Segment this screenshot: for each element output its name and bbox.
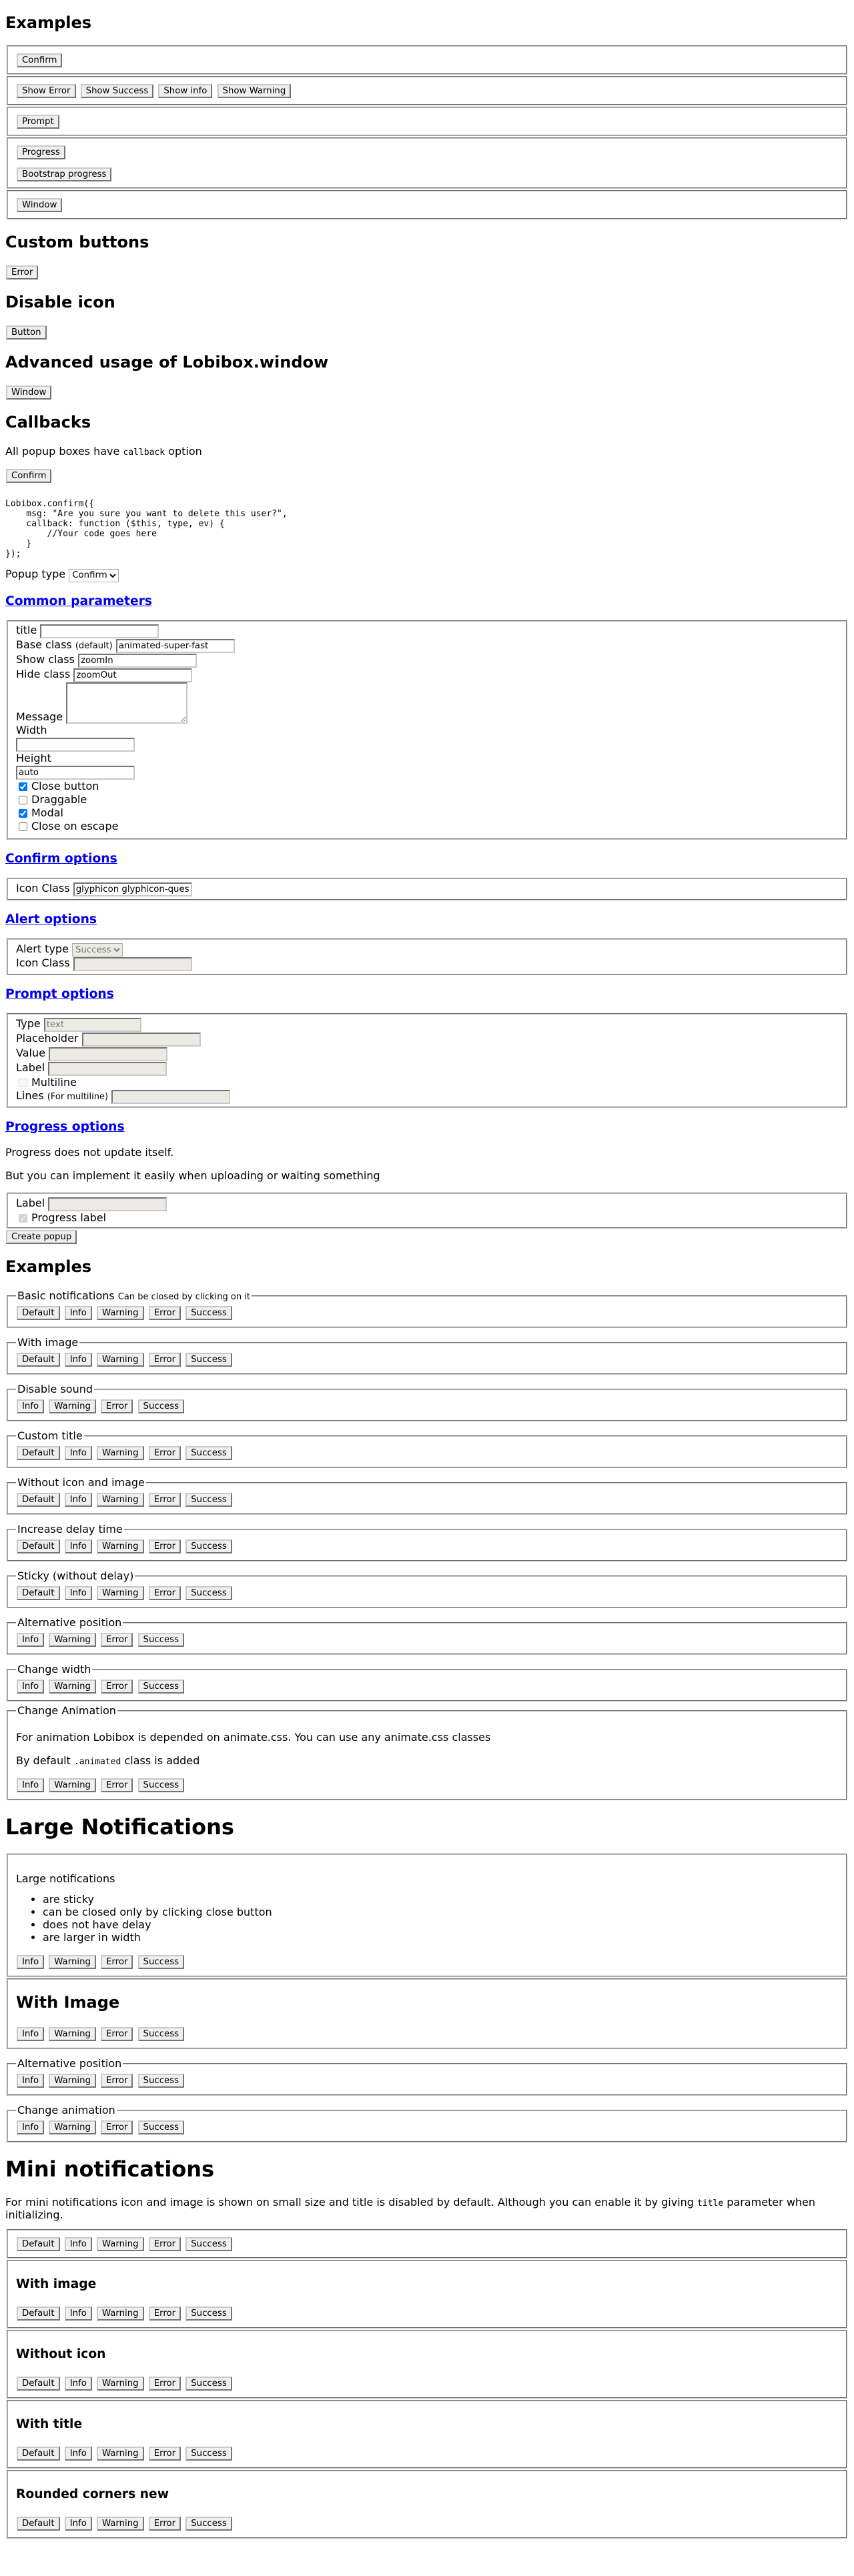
confirm-icon-class-input[interactable] — [73, 882, 192, 896]
title-warning-button[interactable]: Warning — [97, 1446, 144, 1460]
show-class-label: Show class — [16, 652, 75, 666]
mini-title-info-button[interactable]: Info — [65, 2447, 92, 2461]
mini-with-title-box — [7, 2400, 847, 2469]
large-bullet: • does not have delay — [43, 1918, 838, 1931]
image-success-button[interactable]: Success — [185, 1353, 232, 1367]
window-box — [7, 190, 847, 219]
image-default-button[interactable]: Default — [17, 1353, 60, 1367]
mini-noicon-info-button[interactable]: Info — [65, 2377, 92, 2391]
confirm-icon-class-label: Icon Class — [16, 881, 70, 894]
basic-info-button[interactable]: Info — [65, 1306, 92, 1320]
mini-rounded-error-button[interactable]: Error — [149, 2517, 181, 2531]
sound-warning-button[interactable]: Warning — [49, 1399, 96, 1413]
sound-error-button[interactable]: Error — [101, 1399, 133, 1413]
width-error-button[interactable]: Error — [101, 1680, 133, 1694]
alert-options-link[interactable]: Alert options — [5, 912, 97, 926]
large-anim-info-button[interactable]: Info — [17, 2120, 44, 2134]
anim-error-button[interactable]: Error — [101, 1778, 133, 1792]
noicon-default-button[interactable]: Default — [17, 1493, 60, 1507]
without-icon-image-legend: Without icon and image — [17, 1476, 145, 1489]
hide-class-input[interactable] — [73, 668, 192, 682]
progress-button[interactable]: Progress — [17, 145, 65, 159]
title-success-button[interactable]: Success — [185, 1446, 232, 1460]
examples-heading: Examples — [5, 13, 92, 32]
mini-heading: Mini notifications — [5, 2156, 215, 2182]
mini-title-default-button[interactable]: Default — [17, 2447, 60, 2461]
custom-buttons-heading: Custom buttons — [5, 233, 149, 251]
custom-title-fieldset — [7, 1429, 847, 1468]
mini-default-button[interactable]: Default — [17, 2237, 60, 2251]
popup-type-label: Popup type — [5, 568, 66, 580]
callbacks-heading: Callbacks — [5, 413, 91, 432]
large-anim-warning-button[interactable]: Warning — [49, 2120, 96, 2134]
callbacks-code: Lobibox.confirm({ msg: "Are you sure you want to delete this user?", callback: function ($this, type, ev) { //Your code goes here } }); — [5, 499, 288, 559]
mini-image-error-button[interactable]: Error — [149, 2307, 181, 2321]
show-success-button[interactable]: Show Success — [81, 84, 154, 98]
large-altpos-error-button[interactable]: Error — [101, 2074, 133, 2088]
delay-error-button[interactable]: Error — [149, 1539, 181, 1553]
large-anim-error-button[interactable]: Error — [101, 2120, 133, 2134]
close-on-escape-checkbox[interactable] — [19, 822, 27, 831]
large-bullet: • can be closed only by clicking close button — [43, 1906, 838, 1918]
confirm-button[interactable]: Confirm — [17, 53, 62, 67]
hide-class-label: Hide class — [16, 667, 71, 680]
anim-desc-1: For animation Lobibox is depended on animate.css. You can use any animate.css classes — [16, 1731, 491, 1744]
large-altpos-info-button[interactable]: Info — [17, 2074, 44, 2088]
show-class-input[interactable] — [78, 654, 197, 668]
notify-examples-heading: Examples — [5, 1257, 92, 1276]
sound-success-button[interactable]: Success — [138, 1399, 185, 1413]
increase-delay-fieldset — [7, 1523, 847, 1561]
basic-success-button[interactable]: Success — [185, 1306, 232, 1320]
common-parameters-link[interactable]: Common parameters — [5, 594, 153, 608]
custom-error-button[interactable]: Error — [6, 265, 38, 279]
mini-title-error-button[interactable]: Error — [149, 2447, 181, 2461]
noicon-success-button[interactable]: Success — [185, 1493, 232, 1507]
common-parameters-box: title Base class (default) animated-super-fast Show class zoomIn Hide class zoomOut Message Width Height auto Close button Draggable Modal Close on escape — [7, 620, 847, 840]
mini-warning-button[interactable]: Warning — [97, 2237, 144, 2251]
anim-info-button[interactable]: Info — [17, 1778, 44, 1792]
mini-with-image-heading: With image — [16, 2277, 97, 2291]
large-error-button[interactable]: Error — [101, 1955, 133, 1969]
large-intro-box — [7, 1854, 847, 1977]
prompt-box — [7, 107, 847, 136]
noicon-info-button[interactable]: Info — [65, 1493, 92, 1507]
progress-p1: Progress does not update itself. — [5, 1146, 174, 1159]
large-with-image-box — [7, 1978, 847, 2049]
image-warning-button[interactable]: Warning — [97, 1353, 144, 1367]
anim-warning-button[interactable]: Warning — [49, 1778, 96, 1792]
mini-basic-box — [7, 2229, 847, 2259]
sticky-success-button[interactable]: Success — [185, 1586, 232, 1600]
change-animation-legend: Change Animation — [17, 1704, 116, 1717]
large-warning-button[interactable]: Warning — [49, 1955, 96, 1969]
image-error-button[interactable]: Error — [149, 1353, 181, 1367]
height-label: Height — [16, 751, 51, 764]
progress-options-link[interactable]: Progress options — [5, 1120, 125, 1134]
title-info-button[interactable]: Info — [65, 1446, 92, 1460]
sticky-info-button[interactable]: Info — [65, 1586, 92, 1600]
basic-notifications-legend: Basic notifications — [17, 1289, 115, 1302]
disable-icon-button[interactable]: Button — [6, 326, 47, 340]
title-error-button[interactable]: Error — [149, 1446, 181, 1460]
alert-box — [7, 76, 847, 105]
with-image-fieldset — [7, 1336, 847, 1375]
basic-error-button[interactable]: Error — [149, 1306, 181, 1320]
callbacks-confirm-button[interactable]: Confirm — [6, 469, 51, 483]
progress-label-label: Label — [16, 1197, 45, 1209]
large-altpos-success-button[interactable]: Success — [138, 2074, 185, 2088]
title-input[interactable] — [40, 624, 159, 638]
confirm-options-link[interactable]: Confirm options — [5, 851, 117, 866]
mini-without-icon-box — [7, 2330, 847, 2399]
basic-default-button[interactable]: Default — [17, 1306, 60, 1320]
basic-notifications-fieldset — [7, 1289, 847, 1328]
alert-options-box — [7, 938, 847, 976]
prompt-placeholder-input[interactable] — [82, 1033, 201, 1047]
mini-rounded-box — [7, 2470, 847, 2539]
large-bullet: • are sticky — [43, 1893, 838, 1906]
confirm-options-box — [7, 878, 847, 900]
height-input[interactable] — [16, 766, 135, 780]
progress-box — [7, 137, 847, 189]
mini-rounded-warning-button[interactable]: Warning — [97, 2517, 144, 2531]
alert-type-label: Alert type — [16, 942, 69, 955]
prompt-button[interactable]: Prompt — [17, 115, 59, 129]
show-warning-button[interactable]: Show Warning — [218, 84, 292, 98]
altpos-success-button[interactable]: Success — [138, 1633, 185, 1647]
delay-info-button[interactable]: Info — [65, 1539, 92, 1553]
basic-notifications-note: Can be closed by clicking on it — [117, 1292, 250, 1302]
sticky-error-button[interactable]: Error — [149, 1586, 181, 1600]
mini-with-title-heading: With title — [16, 2417, 83, 2431]
mini-image-info-button[interactable]: Info — [65, 2307, 92, 2321]
draggable-checkbox[interactable] — [19, 796, 27, 804]
change-width-legend: Change width — [17, 1663, 91, 1676]
mini-rounded-info-button[interactable]: Info — [65, 2517, 92, 2531]
basic-warning-button[interactable]: Warning — [97, 1306, 144, 1320]
mini-noicon-error-button[interactable]: Error — [149, 2377, 181, 2391]
advanced-window-button[interactable]: Window — [6, 386, 51, 400]
disable-sound-fieldset — [7, 1383, 847, 1421]
callbacks-desc: All popup boxes have callback option — [5, 445, 202, 458]
message-label: Message — [16, 710, 63, 723]
prompt-lines-label: Lines — [16, 1089, 44, 1102]
delay-default-button[interactable]: Default — [17, 1539, 60, 1553]
large-bullets — [16, 1893, 838, 1944]
sound-info-button[interactable]: Info — [17, 1399, 44, 1413]
large-alt-position-legend: Alternative position — [17, 2057, 122, 2070]
large-image-warning-button[interactable]: Warning — [49, 2027, 96, 2041]
width-warning-button[interactable]: Warning — [49, 1680, 96, 1694]
change-width-fieldset — [7, 1663, 847, 1702]
noicon-error-button[interactable]: Error — [149, 1493, 181, 1507]
prompt-type-label: Type — [16, 1017, 41, 1030]
advanced-heading: Advanced usage of Lobibox.window — [5, 353, 329, 372]
show-error-button[interactable]: Show Error — [17, 84, 76, 98]
mini-noicon-default-button[interactable]: Default — [17, 2377, 60, 2391]
mini-rounded-heading: Rounded corners new — [16, 2487, 169, 2501]
mini-image-success-button[interactable]: Success — [185, 2307, 232, 2321]
multiline-checkbox[interactable] — [19, 1079, 27, 1087]
progress-options-box: Label Progress label — [7, 1193, 847, 1229]
large-with-image-heading: With Image — [16, 1993, 120, 2012]
mini-noicon-warning-button[interactable]: Warning — [97, 2377, 144, 2391]
progress-label-input[interactable] — [48, 1197, 167, 1211]
anim-success-button[interactable]: Success — [138, 1778, 185, 1792]
large-heading: Large Notifications — [5, 1814, 234, 1840]
mini-title-warning-button[interactable]: Warning — [97, 2447, 144, 2461]
prompt-label-input[interactable] — [48, 1062, 167, 1076]
create-popup-button[interactable]: Create popup — [6, 1230, 77, 1244]
large-image-error-button[interactable]: Error — [101, 2027, 133, 2041]
mini-success-button[interactable]: Success — [185, 2237, 232, 2251]
alert-icon-class-input[interactable] — [73, 957, 192, 971]
sticky-default-button[interactable]: Default — [17, 1586, 60, 1600]
base-class-input[interactable] — [116, 639, 235, 653]
width-input[interactable] — [16, 738, 135, 752]
altpos-error-button[interactable]: Error — [101, 1633, 133, 1647]
anim-desc-2: By default .animated class is added — [16, 1754, 200, 1767]
sticky-fieldset — [7, 1569, 847, 1608]
prompt-type-input[interactable] — [44, 1018, 141, 1032]
title-default-button[interactable]: Default — [17, 1446, 60, 1460]
noicon-warning-button[interactable]: Warning — [97, 1493, 144, 1507]
popup-type-row — [5, 568, 849, 582]
alt-position-fieldset — [7, 1616, 847, 1655]
large-bullet: • are larger in width — [43, 1931, 838, 1944]
mini-desc: For mini notifications icon and image is shown on small size and title is disabled by default. Although you can enable it by giving title parameter when initializing. — [5, 2196, 816, 2221]
custom-title-legend: Custom title — [17, 1429, 83, 1442]
mini-without-icon-heading: Without icon — [16, 2347, 106, 2361]
delay-success-button[interactable]: Success — [185, 1539, 232, 1553]
alt-position-legend: Alternative position — [17, 1616, 122, 1629]
increase-delay-legend: Increase delay time — [17, 1523, 123, 1535]
bootstrap-progress-button[interactable]: Bootstrap progress — [17, 167, 111, 181]
prompt-label-label: Label — [16, 1061, 45, 1074]
prompt-value-label: Value — [16, 1047, 45, 1059]
modal-checkbox[interactable] — [19, 809, 27, 818]
prompt-lines-input[interactable] — [111, 1090, 230, 1104]
large-alt-position-fieldset — [7, 2057, 847, 2096]
delay-warning-button[interactable]: Warning — [97, 1539, 144, 1553]
sticky-warning-button[interactable]: Warning — [97, 1586, 144, 1600]
width-success-button[interactable]: Success — [138, 1680, 185, 1694]
mini-image-warning-button[interactable]: Warning — [97, 2307, 144, 2321]
mini-image-default-button[interactable]: Default — [17, 2307, 60, 2321]
large-image-info-button[interactable]: Info — [17, 2027, 44, 2041]
prompt-options-link[interactable]: Prompt options — [5, 987, 114, 1001]
window-button[interactable]: Window — [17, 198, 62, 212]
mini-rounded-default-button[interactable]: Default — [17, 2517, 60, 2531]
sticky-legend: Sticky (without delay) — [17, 1569, 134, 1582]
alert-icon-class-label: Icon Class — [16, 956, 70, 969]
prompt-options-box: Type text Placeholder Value Label Multiline Lines (For multiline) — [7, 1013, 847, 1108]
mini-error-button[interactable]: Error — [149, 2237, 181, 2251]
large-change-animation-fieldset — [7, 2104, 847, 2142]
large-intro: Large notifications — [16, 1872, 115, 1885]
title-label: title — [16, 623, 37, 636]
large-success-button[interactable]: Success — [138, 1955, 185, 1969]
mini-info-button[interactable]: Info — [65, 2237, 92, 2251]
large-altpos-warning-button[interactable]: Warning — [49, 2074, 96, 2088]
progress-p2: But you can implement it easily when uploading or waiting something — [5, 1169, 380, 1182]
mini-noicon-success-button[interactable]: Success — [185, 2377, 232, 2391]
large-anim-success-button[interactable]: Success — [138, 2120, 185, 2134]
base-class-label: Base class — [16, 638, 72, 651]
show-info-button[interactable]: Show info — [158, 84, 212, 98]
confirm-box — [7, 45, 847, 75]
prompt-value-input[interactable] — [49, 1047, 167, 1061]
disable-icon-heading: Disable icon — [5, 293, 115, 311]
altpos-info-button[interactable]: Info — [17, 1633, 44, 1647]
message-textarea[interactable] — [66, 682, 187, 724]
change-animation-fieldset — [7, 1704, 847, 1800]
alert-type-select[interactable] — [72, 943, 123, 956]
mini-with-image-box — [7, 2260, 847, 2329]
large-info-button[interactable]: Info — [17, 1955, 44, 1969]
large-image-success-button[interactable]: Success — [138, 2027, 185, 2041]
close-button-checkbox[interactable] — [19, 782, 27, 791]
altpos-warning-button[interactable]: Warning — [49, 1633, 96, 1647]
width-info-button[interactable]: Info — [17, 1680, 44, 1694]
mini-rounded-success-button[interactable]: Success — [185, 2517, 232, 2531]
prompt-placeholder-label: Placeholder — [16, 1032, 79, 1045]
disable-sound-legend: Disable sound — [17, 1383, 93, 1395]
popup-type-select[interactable] — [69, 569, 119, 582]
image-info-button[interactable]: Info — [65, 1353, 92, 1367]
with-image-legend: With image — [17, 1336, 79, 1349]
width-label: Width — [16, 723, 47, 736]
mini-title-success-button[interactable]: Success — [185, 2447, 232, 2461]
without-icon-image-fieldset — [7, 1476, 847, 1515]
large-change-animation-legend: Change animation — [17, 2104, 115, 2116]
progress-label-checkbox[interactable] — [19, 1214, 27, 1223]
